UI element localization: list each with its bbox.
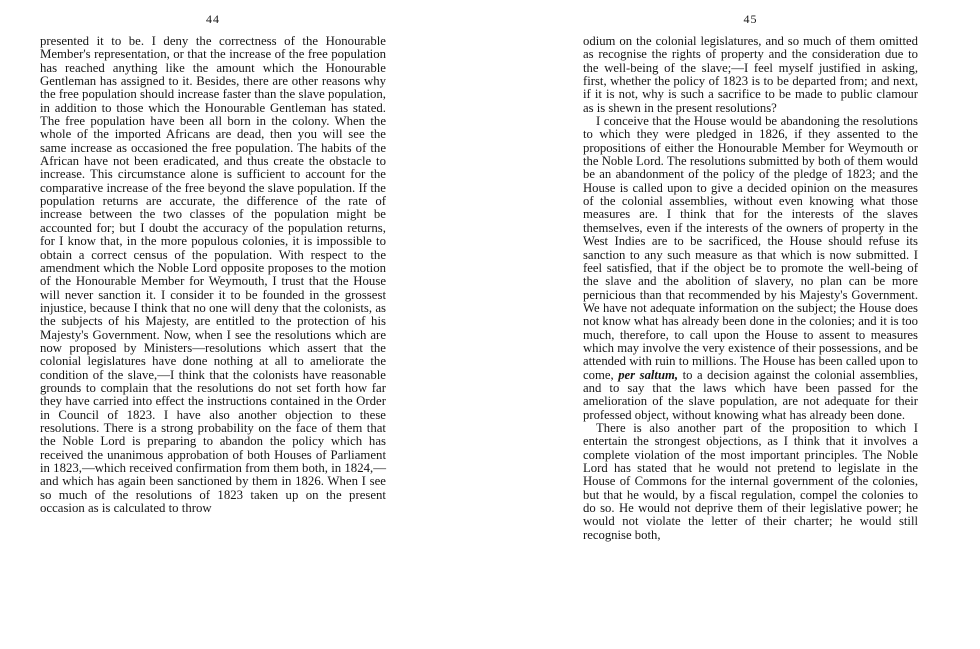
paragraph — [583, 115, 918, 422]
paragraph-text: I conceive that the House would be abandoning the resolutions to which they were pledged in 1826, if they assented to the propositions of either the Honourable Member for Weymouth or the Noble Lord. The resolutions submitted by both of them would be an abandonment of the policy of the pledge of 1823; and the House is called upon to give a decided opinion on the measures of the colonial assemblies, without even knowing what those measures are. I think that for the interests of the slaves themselves, even if the interests of the owners of property in the West Indies are to be sacrificed, the House should refuse its sanction to any such measure as that which is now submitted. I feel satisfied, that if the object be to promote the well-being of the slave and the abolition of slavery, no plan can be more pernicious than that recommended by his Majesty's Government. We have not adequate information on the subject; the House does not know what has already been done in the colonies; and it is too much, therefore, to call upon the House to assent to measures which may involve the very existence of their possessions, and be attended with ruin to millions. The House has been called upon to come, — [583, 114, 918, 382]
paragraph: odium on the colonial legislatures, and so much of them omitted as recognise the rights of property and the consideration due to the well-being of the slave;—I feel myself justified in asking, first, whether the policy of 1823 is to be departed from; and next, if it is not, why is such a sacrifice to be made to public clamour as is shewn in the present resolutions? — [583, 34, 918, 115]
paragraph-text: to a decision against the colonial assemblies, and to say that the laws which have been passed for the amelioration of the slave population, are not adequate for their professed object, without knowing what has already been done. — [583, 367, 918, 422]
paragraph: presented it to be. I deny the correctness of the Honourable Member's representation, or that the increase of the free population has reached anything like the amount which the Honourable Gentleman has assigned to it. Besides, there are other reasons why the free population should increase faster than the slave population, in addition to those which the Honourable Gentleman has stated. The free population have been all born in the colony. When the whole of the imported Africans are dead, then you will see the same increase as occasioned the free population. The habits of the African have not been eradicated, and thus create the obstacle to increase. This circumstance alone is sufficient to account for the comparative increase of the free beyond the slave population. If the population returns are accurate, the difference of the rate of increase between the two classes of the population might be accounted for; but I doubt the accuracy of the population returns, for I know that, in the more populous colonies, it is impossible to obtain a correct census of the population. With respect to the amendment which the Noble Lord opposite proposes to the motion of the Honourable Member for Weymouth, I trust that the House will never sanction it. I consider it to be founded in the grossest injustice, because I think that no one will deny that the colonists, as the subjects of his Majesty, are entitled to the protection of his Majesty's Government. Now, when I see the resolutions which are now proposed by Ministers—resolutions which assert that the colonial legislatures have done nothing at all to ameliorate the condition of the slave,—I think that the colonists have reasonable grounds to complain that the resolutions do not set forth how far they have carried into effect the instructions contained in the Order in Council of 1823. I have also another objection to these resolutions. There is a strong probability on the face of them that the Noble Lord is preparing to abandon the policy which has received the unanimous approbation of both Houses of Parliament in 1823,—which received confirmation from them both, in 1824,—and which has again been sanctioned by them in 1826. When I see so much of the resolutions of 1823 taken up on the present occasion as is calculated to throw — [40, 34, 386, 516]
italic-phrase: per saltum, — [618, 367, 679, 382]
page-number: 45 — [743, 12, 758, 26]
left-page — [40, 0, 386, 649]
page-number: 44 — [206, 12, 220, 26]
right-page — [583, 0, 918, 649]
paragraph: There is also another part of the proposition to which I entertain the strongest objections, as I think that it involves a complete violation of the most important principles. The Noble Lord has stated that he would not pretend to legislate in the House of Commons for the internal government of the colonies, but that he would, by a fiscal regulation, compel the colonies to do so. He would not deprive them of their legislative power; he would not violate the letter of their charter; he would still recognise both, — [583, 420, 918, 542]
page-body — [40, 35, 386, 515]
page-body — [583, 35, 918, 542]
